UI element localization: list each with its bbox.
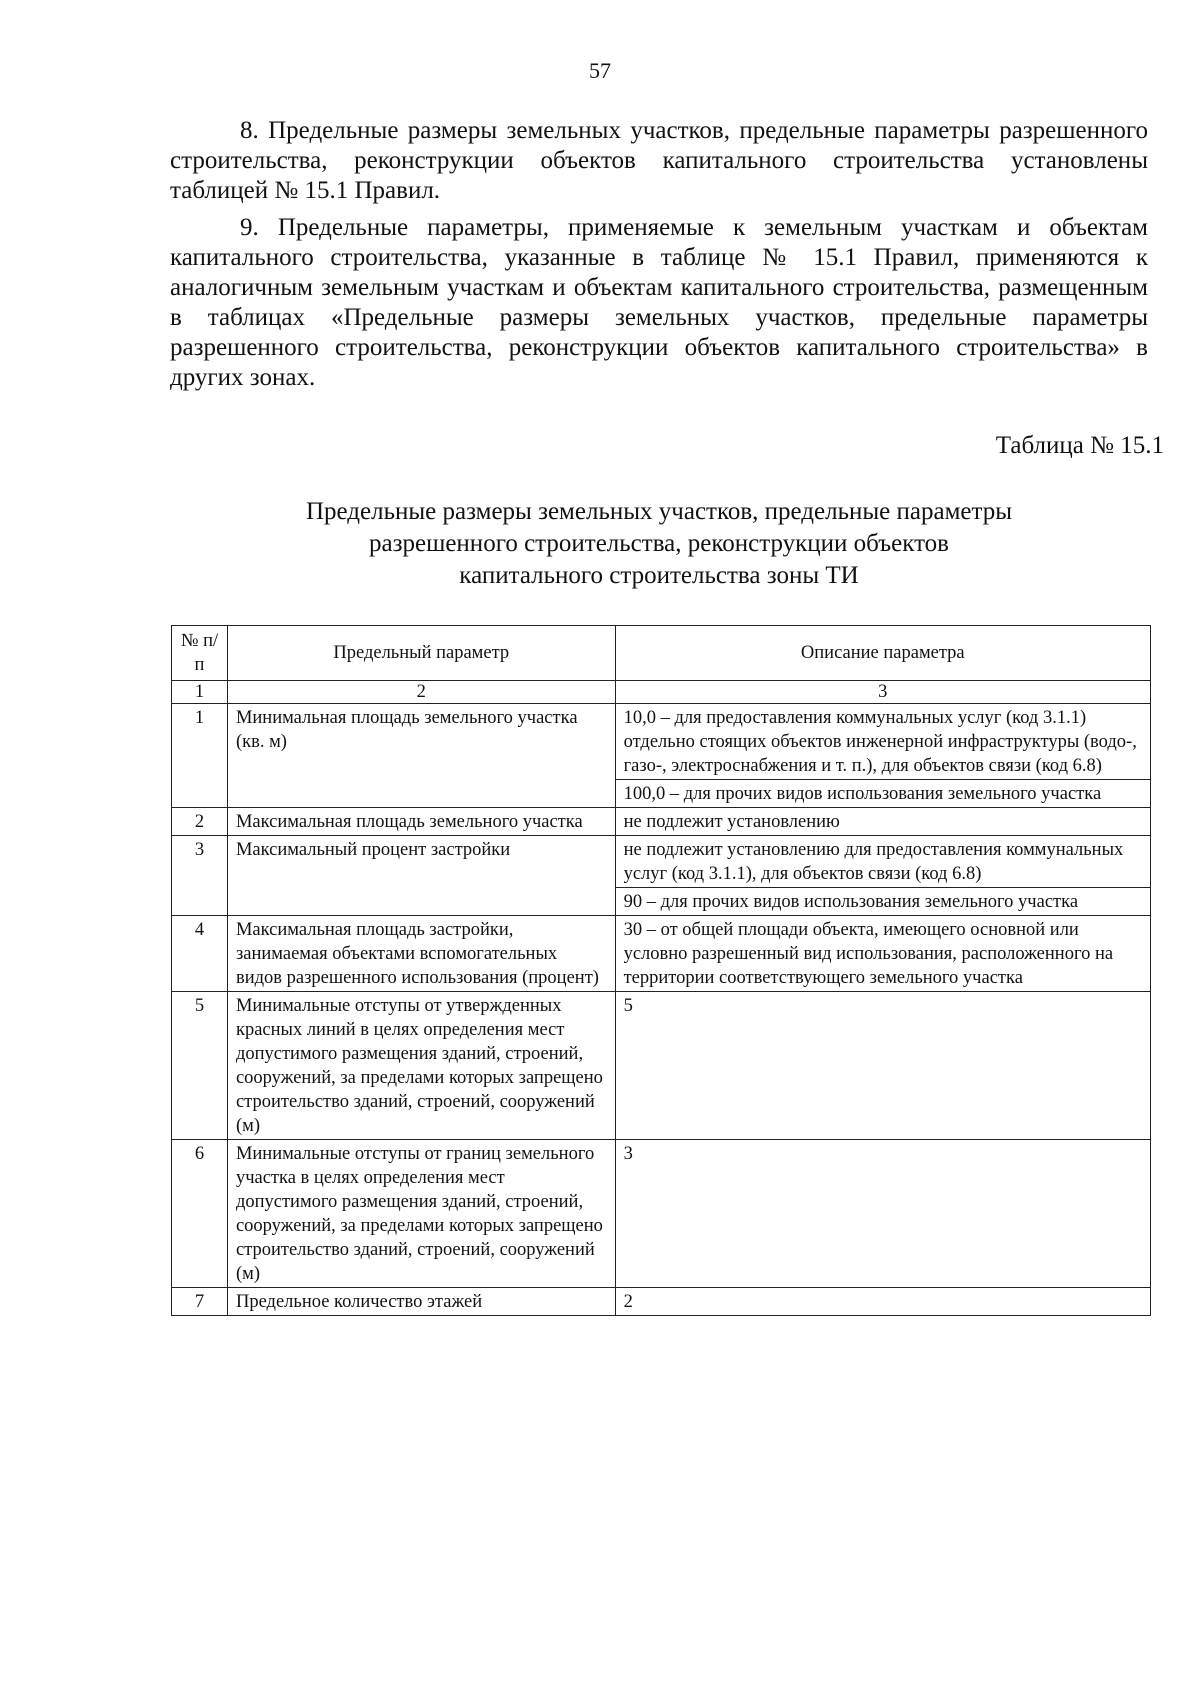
page-number: 57 [589, 58, 611, 83]
table-caption: Таблица № 15.1 [995, 432, 1164, 459]
table-title [170, 496, 1148, 592]
row-number: 2 [172, 808, 228, 836]
row-number: 5 [172, 992, 228, 1140]
header-row [172, 626, 1151, 681]
table-row [172, 1288, 1151, 1316]
table-row [172, 808, 1151, 836]
row-desc: 5 [615, 992, 1150, 1140]
row-desc: 90 – для прочих видов использования земельного участка [615, 888, 1150, 916]
table-title-line: Предельные размеры земельных участков, предельные параметры [305, 498, 1013, 525]
table-row [172, 916, 1151, 992]
table-row [172, 704, 1151, 780]
row-param: Максимальная площадь застройки, занимаемая объектами вспомогательных видов разрешенного использования (процент) [227, 916, 615, 992]
row-number: 6 [172, 1140, 228, 1288]
column-number: 3 [615, 681, 1150, 704]
row-desc: 3 [615, 1140, 1150, 1288]
table-row [172, 992, 1151, 1140]
row-number: 7 [172, 1288, 228, 1316]
row-number: 3 [172, 836, 228, 916]
row-number: 4 [172, 916, 228, 992]
table-row [172, 836, 1151, 888]
column-numbers-row [172, 681, 1151, 704]
column-number: 2 [227, 681, 615, 704]
column-number: 1 [172, 681, 228, 704]
table-row [172, 1140, 1151, 1288]
row-desc: не подлежит установлению [615, 808, 1150, 836]
row-param: Минимальная площадь земельного участка (кв. м) [227, 704, 615, 808]
row-param: Максимальный процент застройки [227, 836, 615, 916]
header-param: Предельный параметр [227, 626, 615, 681]
row-desc: 100,0 – для прочих видов использования земельного участка [615, 780, 1150, 808]
row-param: Предельное количество этажей [227, 1288, 615, 1316]
row-desc: 10,0 – для предоставления коммунальных услуг (код 3.1.1) отдельно стоящих объектов инженерной инфраструктуры (водо-, газо-, электроснабжения и т. п.), для объектов связи (код 6.8) [615, 704, 1150, 780]
row-param: Максимальная площадь земельного участка [227, 808, 615, 836]
paragraph-8: 8. Предельные размеры земельных участков, предельные параметры разрешенного строительства, реконструкции объектов капитального строительства установлены таблицей № 15.1 Правил. [170, 117, 1148, 204]
row-param: Минимальные отступы от границ земельного участка в целях определения мест допустимого размещения зданий, строений, сооружений, за пределами которых запрещено строительство зданий, строений, сооружений (м) [227, 1140, 615, 1288]
row-desc: 2 [615, 1288, 1150, 1316]
table-title-line: капитального строительства зоны ТИ [459, 562, 859, 589]
row-param: Минимальные отступы от утвержденных красных линий в целях определения мест допустимого размещения зданий, строений, сооружений, за пределами которых запрещено строительство зданий, строений, сооружений (м) [227, 992, 615, 1140]
row-desc: 30 – от общей площади объекта, имеющего основной или условно разрешенный вид использования, расположенного на территории соответствующего земельного участка [615, 916, 1150, 992]
row-number: 1 [172, 704, 228, 808]
row-desc: не подлежит установлению для предоставления коммунальных услуг (код 3.1.1), для объектов связи (код 6.8) [615, 836, 1150, 888]
parameters-table [171, 625, 1151, 1316]
header-num: № п/п [172, 626, 228, 681]
table-title-line: разрешенного строительства, реконструкции объектов [369, 530, 949, 557]
header-desc: Описание параметра [615, 626, 1150, 681]
paragraph-9: 9. Предельные параметры, применяемые к земельным участкам и объектам капитального строительства, указанные в таблице № 15.1 Правил, применяются к аналогичным земельным участкам и объектам капитального строительства, размещенным в таблицах «Предельные размеры земельных участков, предельные параметры разрешенного строительства, реконструкции объектов капитального строительства» в других зонах. [170, 214, 1148, 391]
